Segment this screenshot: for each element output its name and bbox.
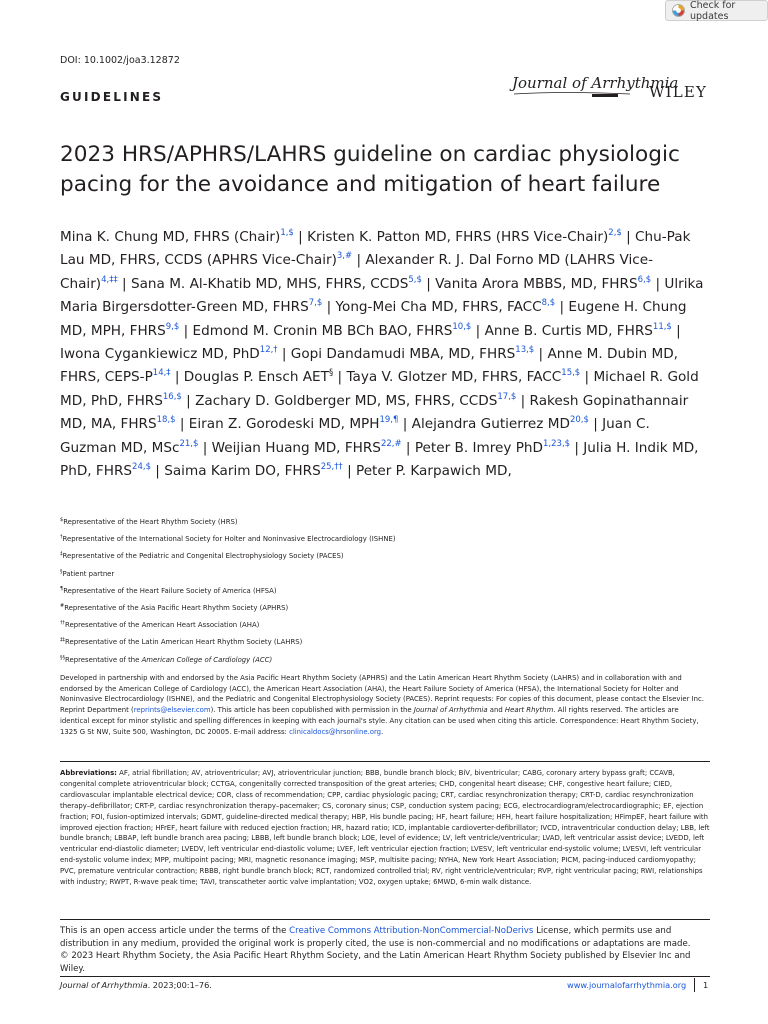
footer-citation: Journal of Arrhythmia. 2023;00:1–76. (60, 980, 212, 990)
development-note: Developed in partnership with and endorsed by the Asia Pacific Heart Rhythm Society (APHRS) and the Latin American Heart Rhythm Society (LAHRS) and in collaboration with and endorsed by the American College of Cardiology (ACC), the American Heart Association (AHA), the Heart Failure Society of America (HFSA), the International Society for Holter and Noninvasive Electrocardiology (ISHNE), and the Pediatric and Congenital Electrophysiology Society (PACES). Reprint requests: For copies of this document, please contact the Elsevier Inc. Reprint Department (reprints@elsevier.com). This article has been copublished with permission in the Journal of Arrhythmia and Heart Rhythm. All rights reserved. The articles are identical except for minor stylistic and spelling differences in keeping with each journal's style. Any citation can be used when citing this article. Correspondence: Heart Rhythm Society, 1325 G St NW, Suite 500, Washington, DC 20005. E-mail address: clinicaldocs@hrsonline.org. (60, 674, 704, 736)
abbreviations (60, 768, 710, 888)
author-affiliation-ref[interactable]: 13,$ (515, 345, 535, 356)
author-affiliation-ref[interactable]: 15,$ (561, 368, 581, 379)
author-affiliation-ref[interactable]: 18,$ (156, 415, 176, 426)
author-affiliation-ref[interactable]: 14,‡ (152, 368, 171, 379)
license-note: This is an open access article under the terms of the Creative Commons Attribution-NonCommercial-NoDerivs License, which permits use and distribution in any medium, provided the original work is properly cited, the use is non-commercial and no modifications or adaptations are made. © 2023 Heart Rhythm Society, the Asia Pacific Heart Rhythm Society, and the Latin American Heart Rhythm Society published by Elsevier Inc and Wiley. (60, 926, 691, 975)
author-name: Iwona Cygankiewicz MD, PhD (60, 346, 260, 363)
author-name: Michael R. Gold MD, PhD, FHRS (60, 369, 699, 409)
author-name: Saima Karim DO, FHRS (164, 463, 321, 480)
author-name: Vanita Arora MBBS, MD, FHRS (435, 275, 638, 292)
author-name: Gopi Dandamudi MBA, MD, FHRS (290, 346, 516, 363)
author-affiliation-ref[interactable]: 4,‡‡ (101, 274, 118, 285)
author-affiliation-ref[interactable]: 20,$ (569, 415, 589, 426)
affiliation-item: ‡Representative of the Pediatric and Congenital Electrophysiology Society (PACES) (60, 551, 344, 561)
affiliation-item: #Representative of the Asia Pacific Heart Rhythm Society (APHRS) (60, 603, 289, 613)
author-name: Zachary D. Goldberger MD, MS, FHRS, CCDS (195, 392, 498, 409)
affiliation-item: §Patient partner (60, 568, 115, 578)
affiliation-item: ¶Representative of the Heart Failure Society of America (HFSA) (60, 585, 277, 595)
copyright: © 2023 Heart Rhythm Society, the Asia Pacific Heart Rhythm Society, and the Latin American Heart Rhythm Society published by Elsevier Inc and Wiley. (60, 951, 691, 975)
affiliation-list (60, 514, 710, 669)
page-number: 1 (703, 980, 709, 990)
abbreviations-label: Abbreviations: (60, 769, 117, 777)
footer-divider (694, 978, 695, 992)
license-link[interactable]: Creative Commons Attribution-NonCommercial-NoDerivs (289, 926, 534, 936)
author-name: Taya V. Glotzer MD, FHRS, FACC (346, 369, 562, 386)
author-name: Weijian Huang MD, FHRS (211, 439, 381, 456)
abbreviations-text: AF, atrial fibrillation; AV, atrioventricular; AVJ, atrioventricular junction; BBB, bundle branch block; BiV, biventricular; CABG, coronary artery bypass graft; CCAVB, congenital complete atrioventricular block; CCTGA, congenitally corrected transposition of the great arteries; CHD, congenital heart disease; CHF, congestive heart failure; CIED, cardiovascular implantable electrical device; COR, class of recommendation; CPP, cardiac physiologic pacing; CRT, cardiac resynchronization therapy; CRT-D, cardiac resynchronization therapy–defibrillator; CRT-P, cardiac resynchronization therapy–pacemaker; CS, coronary sinus; CSP, conduction system pacing; ECG, electrocardiogram/electrocardiographic; EF, ejection fraction; FOI, fusion-optimized intervals; GDMT, guideline-directed medical therapy; HBP, His bundle pacing; HF, heart failure; HFH, heart failure hospitalization; HFimpEF, heart failure with improved ejection fraction; HFrEF, heart failure with reduced ejection fraction; HR, hazard ratio; ICD, implantable cardioverter-defibrillator; IVCD, intraventricular conduction delay; LBB, left bundle branch; LBBAP, left bundle branch area pacing; LBBB, left bundle branch block; LOE, level of evidence; LV, left ventricle/ventricular; LVAD, left ventricular assist device; LVEDD, left ventricular end-diastolic diameter; LVEDV, left ventricular end-diastolic volume; LVEF, left ventricular ejection fraction; LVESV, left ventricular end-systolic volume; LVESVI, left ventricular end-systolic volume index; MPP, multipoint pacing; MRI, magnetic resonance imaging; MSP, multisite pacing; NYHA, New York Heart Association; PICM, pacing-induced cardiomyopathy; PVC, premature ventricular contraction; RBBB, right bundle branch block; RCT, randomized controlled trial; RV, right ventricle/ventricular; RVP, right ventricular pacing; RWI, relationships with industry; RWPT, R-wave peak time; TAVI, transcatheter aortic valve implantation; VO2, oxygen uptake; 6MWD, 6-min walk distance. (60, 769, 710, 887)
author-name: Julia H. Indik MD, PhD, FHRS (60, 439, 699, 480)
affiliation-item: ††Representative of the American Heart Association (AHA) (60, 620, 260, 630)
author-list: Mina K. Chung MD, FHRS (Chair)$^{1,\$}$ | Kristen K. Patton MD, FHRS (HRS Vice-Chair)$^{2,\$}$ | Chu-Pak Lau MD, FHRS, CCDS (APHRS Vice-Chair)$^{3,\#}$ | Alexander R. J. Dal Forno MD (LAHRS Vice-Chair)$^{4,\ddagger\ddagger}$ | Sana M. Al-Khatib MD, MHS, FHRS, $CCDS^{5,\$}$ | Vanita Arora MBBS, MD, $FHRS^{6,\$}$ | Ulrika Maria Birgersdotter-Green MD, $FHRS^{7,\$}$ | Yong-Mei Cha MD, FHRS, $FACC^{8,\$}$ | Eugene H. Chung MD, MPH, $FHRS^{9,\$}$ | Edmond M. Cronin MB BCh BAO, $FHRS^{10,\$}$ | Anne B. Curtis MD, $FHRS^{11,\$}$ | Iwona Cygankiewicz MD, PhD$^{12,\dagger}$ | Gopi Dandamudi MBA, MD, $FHRS^{13,\$}$ | Anne M. Dubin MD, FHRS, CEPS-$P^{14,\ddagger}$ | Douglas P. Ensch AET§ | Taya V. Glotzer MD, FHRS, $FACC^{15,\$}$ | Michael R. Gold MD, PhD, $FHRS^{16,\$}$ | Zachary D. Goldberger MD, MS, FHRS, $CCDS^{17,\$}$ | Rakesh Gopinathannair MD, MA, $FHRS^{18,\$}$ | Eiran Z. Gorodeski MD, $MPH^{19,\P}$ | Alejandra Gutierrez $MD^{20,\$}$ | Juan C. Guzman MD, MSc$^{21,\$}$ | Weijian Huang MD, $FHRS^{22,\#}$ | Peter B. Imrey PhD$^{1,23,\$}$ | Julia H. Indik MD, PhD, $FHRS^{24,\$}$ | Saima Karim DO, $FHRS^{25,\dagger\dagger}$ | Peter P. Karpawich MD, (60, 228, 704, 480)
author-name: Kristen K. Patton MD, FHRS (HRS Vice-Chair) (307, 229, 609, 245)
author-name: Alexander R. J. Dal Forno MD (LAHRS Vice-Chair) (60, 252, 653, 292)
author-affiliation-ref[interactable]: 9,$ (165, 321, 180, 332)
author-affiliation-ref[interactable]: 1,23,$ (543, 438, 571, 449)
author-affiliation-ref[interactable]: 8,$ (541, 298, 556, 309)
author-affiliation-ref[interactable]: 24,$ (132, 462, 151, 473)
author-name: Yong-Mei Cha MD, FHRS, FACC (335, 299, 542, 316)
author-name: Sana M. Al-Khatib MD, MHS, FHRS, CCDS (130, 275, 409, 292)
author-affiliation-ref[interactable]: 22,# (380, 438, 402, 449)
journal-url-link[interactable]: www.journalofarrhythmia.org (567, 980, 687, 990)
divider (60, 976, 710, 977)
reprints-email-link[interactable]: reprints@elsevier.com (133, 706, 211, 715)
author-affiliation-ref[interactable]: 1,$ (280, 228, 294, 238)
divider (60, 919, 710, 920)
author-affiliation-ref[interactable]: § (328, 368, 334, 379)
author-affiliation-ref[interactable]: 17,$ (497, 391, 517, 402)
author-name: Juan C. Guzman MD, MSc (60, 416, 650, 456)
author-name: Douglas P. Ensch AET (183, 369, 329, 386)
publisher-logo: WILEY (649, 83, 708, 101)
author-name: Ulrika Maria Birgersdotter-Green MD, FHRS (60, 275, 704, 316)
author-name: Anne M. Dubin MD, FHRS, CEPS-P (60, 346, 678, 386)
author-name: Chu-Pak Lau MD, FHRS, CCDS (APHRS Vice-Chair) (60, 229, 691, 269)
author-affiliation-ref[interactable]: 10,$ (452, 321, 472, 332)
author-name: Peter B. Imrey PhD (414, 439, 544, 456)
author-affiliation-ref[interactable]: 25,†† (320, 462, 343, 473)
article-title: 2023 HRS/APHRS/LAHRS guideline on cardiac physiologic pacing for the avoidance and mitigation of heart failure (60, 142, 680, 197)
author-name: Anne B. Curtis MD, FHRS (484, 322, 653, 339)
author-name: Eiran Z. Gorodeski MD, MPH (188, 416, 380, 433)
author-affiliation-ref[interactable]: 16,$ (162, 391, 182, 402)
affiliation-item: ‡‡Representative of the Latin American Heart Rhythm Society (LAHRS) (60, 637, 303, 647)
crossmark-icon (672, 4, 685, 17)
author-affiliation-ref[interactable]: 12,† (259, 345, 278, 356)
author-affiliation-ref[interactable]: 2,$ (608, 228, 622, 238)
doi: DOI: 10.1002/joa3.12872 (60, 55, 180, 66)
divider (60, 761, 710, 762)
author-name: Eugene H. Chung MD, MPH, FHRS (60, 299, 687, 339)
section-label: GUIDELINES (60, 90, 164, 104)
author-affiliation-ref[interactable]: 5,$ (408, 274, 422, 285)
author-affiliation-ref[interactable]: 19,¶ (379, 415, 399, 426)
author-affiliation-ref[interactable]: 3,# (336, 251, 353, 262)
correspondence-email-link[interactable]: clinicaldocs@hrsonline.org (289, 727, 382, 736)
author-affiliation-ref[interactable]: 11,$ (652, 321, 672, 332)
affiliation-item: §§Representative of the American College of Cardiology (ACC) (60, 654, 273, 664)
author-name: Edmond M. Cronin MB BCh BAO, FHRS (192, 322, 453, 339)
check-for-updates-button[interactable] (665, 0, 768, 21)
author-affiliation-ref[interactable]: 6,$ (637, 274, 652, 285)
author-name: Rakesh Gopinathannair MD, MA, FHRS (60, 392, 689, 433)
author-affiliation-ref[interactable]: 7,$ (308, 298, 323, 309)
author-name: Peter P. Karpawich MD, (355, 463, 512, 480)
journal-logo-text: Journal of Arrhythmia (512, 74, 679, 92)
author-name: Alejandra Gutierrez MD (411, 416, 570, 433)
author-name: Mina K. Chung MD, FHRS (Chair) (60, 229, 281, 245)
affiliation-item: $Representative of the Heart Rhythm Society (HRS) (60, 517, 238, 526)
check-for-updates-label: Check for updates (690, 0, 736, 22)
affiliation-item: †Representative of the International Society for Holter and Noninvasive Electrocardiology (ISHNE) (60, 534, 396, 544)
author-affiliation-ref[interactable]: 21,$ (179, 438, 199, 449)
